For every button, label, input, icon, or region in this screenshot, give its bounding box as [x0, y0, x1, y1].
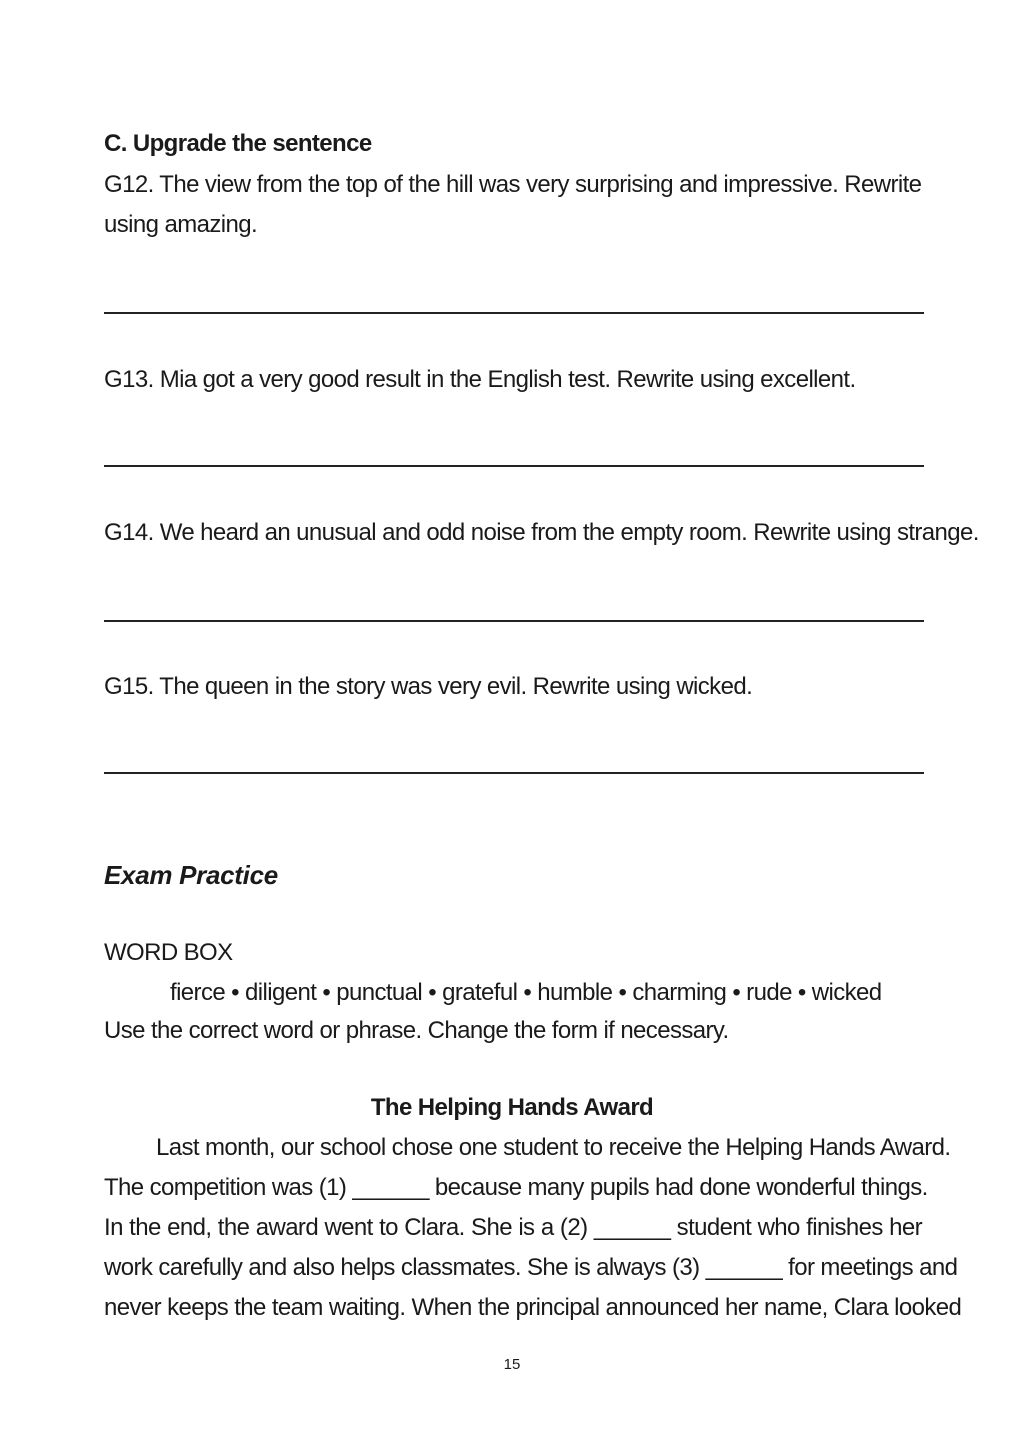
question-g13: G13. Mia got a very good result in the English test. Rewrite using excellent.: [104, 366, 856, 393]
passage-line: work carefully and also helps classmates. She is always (3) ______ for meetings and: [104, 1254, 958, 1281]
passage-line: The competition was (1) ______ because many pupils had done wonderful things.: [104, 1174, 928, 1201]
word-box-words: fierce • diligent • punctual • grateful • humble • charming • rude • wicked: [170, 979, 882, 1006]
question-g15: G15. The queen in the story was very evil. Rewrite using wicked.: [104, 673, 753, 700]
page-number: 15: [503, 1356, 521, 1373]
answer-line-g14[interactable]: [104, 620, 924, 622]
passage-body: [104, 1128, 962, 1328]
answer-line-g13[interactable]: [104, 465, 924, 467]
question-g12-line2: using amazing.: [104, 211, 258, 238]
passage-line: Last month, our school chose one student to receive the Helping Hands Award.: [156, 1134, 951, 1161]
section-c-heading: C. Upgrade the sentence: [104, 130, 372, 157]
passage-title: The Helping Hands Award: [370, 1094, 654, 1121]
answer-line-g12[interactable]: [104, 312, 924, 314]
instruction-text: Use the correct word or phrase. Change the form if necessary.: [104, 1017, 729, 1044]
answer-line-g15[interactable]: [104, 772, 924, 774]
passage-line: never keeps the team waiting. When the principal announced her name, Clara looked: [104, 1294, 962, 1321]
passage-line: In the end, the award went to Clara. She is a (2) ______ student who finishes her: [104, 1214, 922, 1241]
question-g12-line1: G12. The view from the top of the hill was very surprising and impressive. Rewrite: [104, 171, 922, 198]
exam-practice-heading: Exam Practice: [104, 860, 278, 890]
question-g14: G14. We heard an unusual and odd noise from the empty room. Rewrite using strange.: [104, 519, 979, 546]
word-box-label: WORD BOX: [104, 939, 233, 966]
